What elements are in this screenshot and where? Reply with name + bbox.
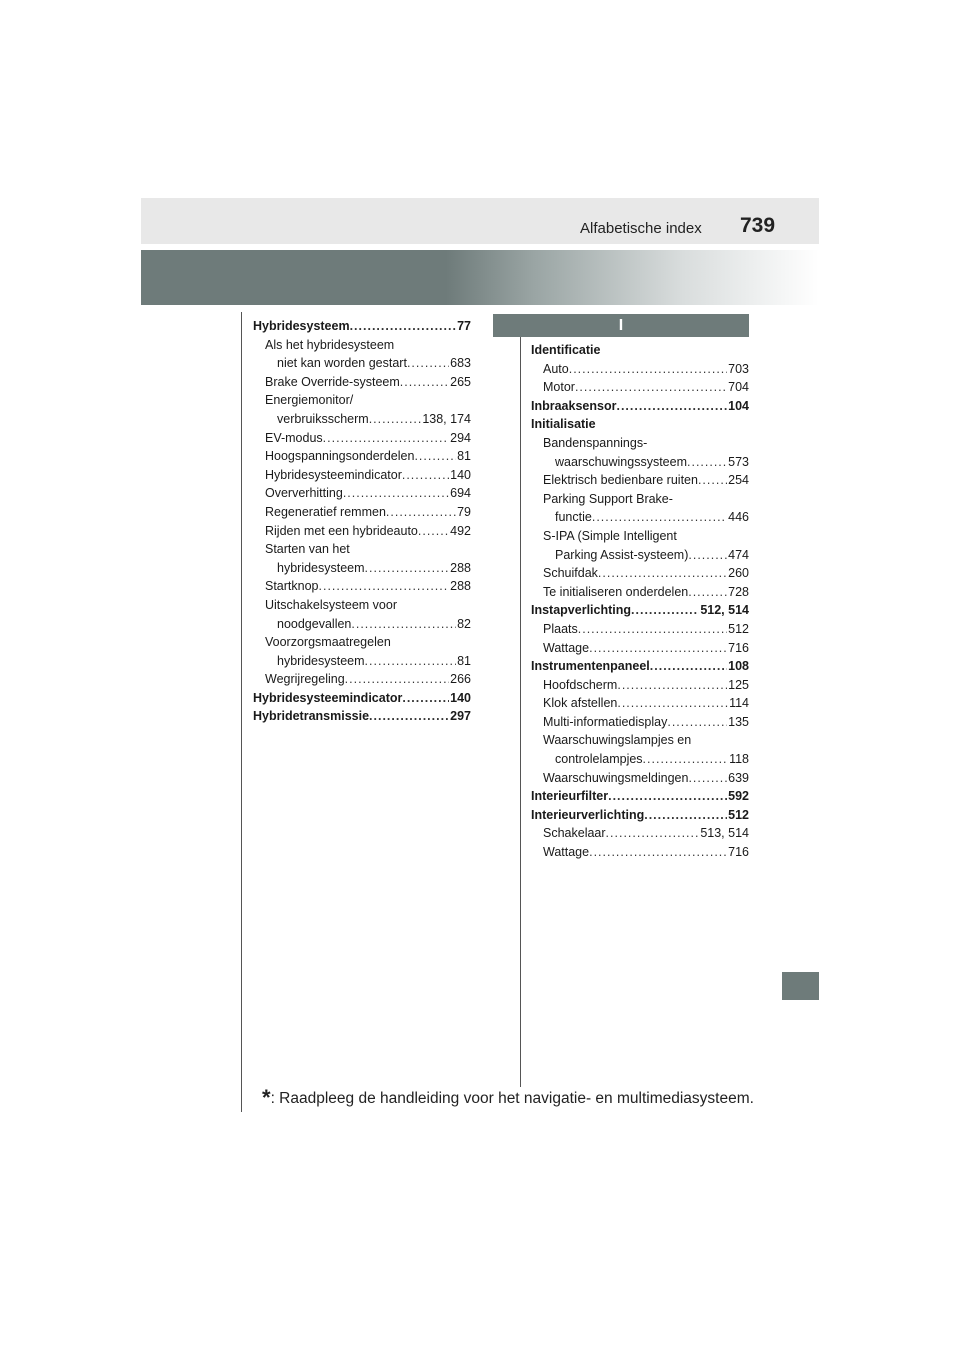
index-entry-term: Waarschuwingsmeldingen bbox=[543, 770, 689, 785]
index-entry-term: Klok afstellen bbox=[543, 696, 618, 711]
index-entry-page: 265 bbox=[450, 374, 471, 389]
index-entry bbox=[531, 378, 749, 397]
dot-leader bbox=[365, 652, 457, 671]
index-entry-term: Parking Assist-systeem) bbox=[555, 547, 689, 562]
index-entry-term: Bandenspannings- bbox=[543, 435, 648, 450]
dot-leader bbox=[386, 503, 456, 522]
index-entry-term: Wattage bbox=[543, 845, 590, 860]
dot-leader bbox=[598, 564, 727, 583]
index-entry-term: Hybridesysteem bbox=[253, 319, 350, 333]
index-entry-page: 288 bbox=[450, 579, 471, 594]
page-title: Alfabetische index bbox=[580, 220, 702, 237]
section-letter-heading: I bbox=[493, 314, 749, 337]
dot-leader bbox=[589, 639, 727, 658]
chapter-banner bbox=[141, 250, 819, 305]
index-entry-term: Brake Override-systeem bbox=[265, 374, 400, 389]
index-column-right bbox=[531, 341, 749, 862]
index-entry bbox=[253, 317, 471, 336]
dot-leader bbox=[402, 689, 449, 708]
index-entry-term: Energiemonitor/ bbox=[265, 393, 354, 408]
index-entry-page: 716 bbox=[728, 845, 749, 860]
dot-leader bbox=[369, 707, 449, 726]
dot-leader bbox=[350, 317, 457, 336]
index-entry-page: 446 bbox=[728, 510, 749, 525]
index-entry-term: Wattage bbox=[543, 640, 590, 655]
index-entry-term: S-IPA (Simple Intelligent bbox=[543, 528, 677, 543]
dot-leader bbox=[617, 694, 728, 713]
index-entry-term: hybridesysteem bbox=[277, 560, 365, 575]
index-entry-page: 294 bbox=[450, 430, 471, 445]
index-entry bbox=[531, 639, 749, 658]
index-entry bbox=[531, 360, 749, 379]
index-entry-page: 77 bbox=[457, 319, 471, 333]
index-entry-term: Hybridesysteemindicator bbox=[265, 467, 402, 482]
index-entry-term: Interieurverlichting bbox=[531, 807, 645, 822]
index-entry-term: Parking Support Brake- bbox=[543, 491, 673, 506]
index-column-left bbox=[253, 317, 471, 726]
index-entry bbox=[253, 466, 471, 485]
index-entry-term: Plaats bbox=[543, 621, 578, 636]
index-entry-page: 135 bbox=[728, 714, 749, 729]
column-divider bbox=[520, 337, 521, 1087]
index-entry-term: Als het hybridesysteem bbox=[265, 337, 395, 352]
dot-leader bbox=[351, 615, 456, 634]
dot-leader bbox=[650, 657, 727, 676]
dot-leader bbox=[687, 453, 727, 472]
index-entry bbox=[531, 657, 749, 676]
index-entry bbox=[531, 564, 749, 583]
index-entry-term: Rijden met een hybrideauto bbox=[265, 523, 418, 538]
index-entry-page: 728 bbox=[728, 584, 749, 599]
index-entry bbox=[531, 806, 749, 825]
index-entry-term: Inbraaksensor bbox=[531, 398, 617, 413]
index-entry-term: Multi-informatiedisplay bbox=[543, 714, 668, 729]
index-entry-page: 114 bbox=[729, 696, 749, 711]
footnote-text: : Raadpleeg de handleiding voor het navigatie- en multimediasysteem. bbox=[270, 1090, 754, 1107]
dot-leader bbox=[698, 471, 727, 490]
dot-leader bbox=[631, 601, 699, 620]
dot-leader bbox=[688, 546, 727, 565]
index-entry-term: Identificatie bbox=[531, 343, 601, 357]
index-entry-term: verbruiksscherm bbox=[277, 411, 369, 426]
index-entry-page: 254 bbox=[728, 473, 749, 488]
index-entry-page: 703 bbox=[728, 361, 749, 376]
index-entry-page: 140 bbox=[450, 690, 471, 705]
index-entry bbox=[253, 670, 471, 689]
left-margin-rule bbox=[241, 312, 242, 1112]
dot-leader bbox=[343, 484, 449, 503]
index-entry bbox=[253, 447, 471, 466]
index-entry bbox=[531, 508, 749, 527]
index-entry-term: Instrumentenpaneel bbox=[531, 659, 650, 674]
index-entry-term: Hybridesysteemindicator bbox=[253, 690, 403, 705]
index-entry bbox=[531, 769, 749, 788]
footnote bbox=[262, 1085, 754, 1111]
index-entry-term: Initialisatie bbox=[531, 417, 596, 432]
dot-leader bbox=[407, 354, 449, 373]
index-entry-page: 125 bbox=[728, 677, 749, 692]
page-number: 739 bbox=[740, 214, 776, 237]
index-entry-term: Wegrijregeling bbox=[265, 672, 345, 687]
index-entry-page: 683 bbox=[450, 356, 471, 371]
index-entry-term: Elektrisch bedienbare ruiten bbox=[543, 473, 698, 488]
dot-leader bbox=[575, 378, 727, 397]
dot-leader bbox=[402, 466, 449, 485]
index-entry bbox=[253, 707, 471, 726]
index-entry bbox=[531, 713, 749, 732]
index-entry-term: Hoogspanningsonderdelen bbox=[265, 449, 415, 464]
index-entry bbox=[253, 652, 471, 671]
dot-leader bbox=[400, 373, 449, 392]
index-entry-term: Te initialiseren onderdelen bbox=[543, 584, 689, 599]
page-header bbox=[141, 198, 819, 244]
dot-leader bbox=[688, 583, 727, 602]
dot-leader bbox=[616, 397, 727, 416]
index-entry-page: 140 bbox=[450, 467, 471, 482]
index-entry-term: Uitschakelsysteem voor bbox=[265, 597, 397, 612]
index-entry bbox=[531, 750, 749, 769]
index-entry bbox=[531, 676, 749, 695]
index-entry bbox=[253, 615, 471, 634]
index-entry-page: 492 bbox=[450, 523, 471, 538]
index-entry bbox=[253, 577, 471, 596]
index-entry-page: 512, 514 bbox=[700, 603, 749, 618]
index-entry-page: 82 bbox=[457, 616, 471, 631]
index-entry bbox=[253, 559, 471, 578]
index-entry-page: 474 bbox=[728, 547, 749, 562]
dot-leader bbox=[667, 713, 727, 732]
index-entry-page: 704 bbox=[728, 380, 749, 395]
index-entry bbox=[531, 471, 749, 490]
index-entry bbox=[253, 410, 471, 429]
index-entry-term: controlelampjes bbox=[555, 752, 643, 767]
dot-leader bbox=[608, 787, 727, 806]
index-entry-page: 104 bbox=[728, 398, 749, 413]
index-entry-page: 288 bbox=[450, 560, 471, 575]
index-entry-term: EV-modus bbox=[265, 430, 323, 445]
dot-leader bbox=[414, 447, 456, 466]
index-entry bbox=[531, 843, 749, 862]
dot-leader bbox=[606, 824, 700, 843]
index-entry-term: Regeneratief remmen bbox=[265, 504, 386, 519]
index-entry bbox=[253, 503, 471, 522]
index-entry-term: Schuifdak bbox=[543, 566, 598, 581]
index-entry-page: 513, 514 bbox=[700, 826, 749, 841]
index-entry-page: 260 bbox=[728, 566, 749, 581]
dot-leader bbox=[643, 750, 729, 769]
index-entry-page: 639 bbox=[728, 770, 749, 785]
index-entry-page: 81 bbox=[457, 653, 471, 668]
footnote-marker: * bbox=[262, 1085, 271, 1110]
index-entry bbox=[253, 689, 471, 708]
dot-leader bbox=[569, 360, 727, 379]
dot-leader bbox=[418, 522, 449, 541]
index-entry bbox=[531, 601, 749, 620]
dot-leader bbox=[365, 559, 450, 578]
index-entry bbox=[531, 397, 749, 416]
index-entry-page: 81 bbox=[457, 449, 471, 464]
dot-leader bbox=[345, 670, 449, 689]
index-entry-term: niet kan worden gestart bbox=[277, 356, 407, 371]
index-entry bbox=[253, 484, 471, 503]
index-entry-term: hybridesysteem bbox=[277, 653, 365, 668]
index-entry-term: waarschuwingssysteem bbox=[555, 454, 687, 469]
index-entry bbox=[253, 429, 471, 448]
index-entry bbox=[531, 824, 749, 843]
index-entry bbox=[531, 583, 749, 602]
dot-leader bbox=[688, 769, 727, 788]
index-entry-page: 592 bbox=[728, 789, 749, 804]
dot-leader bbox=[323, 429, 449, 448]
index-entry bbox=[531, 453, 749, 472]
index-entry-term: Schakelaar bbox=[543, 826, 606, 841]
index-entry-term: functie bbox=[555, 510, 592, 525]
index-entry-term: Oververhitting bbox=[265, 486, 343, 501]
dot-leader bbox=[578, 620, 727, 639]
dot-leader bbox=[369, 410, 422, 429]
index-entry-term: Auto bbox=[543, 361, 569, 376]
index-entry-page: 512 bbox=[728, 621, 749, 636]
index-entry-term: Voorzorgsmaatregelen bbox=[265, 635, 391, 650]
index-entry bbox=[531, 787, 749, 806]
index-entry-term: Hybridetransmissie bbox=[253, 709, 370, 724]
index-entry-term: Hoofdscherm bbox=[543, 677, 618, 692]
index-entry-page: 266 bbox=[450, 672, 471, 687]
dot-leader bbox=[617, 676, 727, 695]
index-entry bbox=[253, 373, 471, 392]
index-entry-term: noodgevallen bbox=[277, 616, 352, 631]
dot-leader bbox=[319, 577, 450, 596]
index-entry-term: Interieurfilter bbox=[531, 789, 609, 804]
index-entry-page: 512 bbox=[728, 807, 749, 822]
index-entry bbox=[531, 620, 749, 639]
index-entry-page: 573 bbox=[728, 454, 749, 469]
index-entry bbox=[253, 354, 471, 373]
index-entry bbox=[531, 694, 749, 713]
index-entry-term: Starten van het bbox=[265, 542, 350, 557]
index-entry-page: 79 bbox=[457, 504, 471, 519]
index-entry-page: 694 bbox=[450, 486, 471, 501]
index-entry bbox=[253, 522, 471, 541]
index-entry-term: Instapverlichting bbox=[531, 603, 632, 618]
index-entry-page: 297 bbox=[450, 709, 471, 724]
index-entry-page: 108 bbox=[728, 659, 749, 674]
dot-leader bbox=[589, 843, 727, 862]
index-entry-term: Startknop bbox=[265, 579, 319, 594]
dot-leader bbox=[644, 806, 727, 825]
chapter-thumb-tab bbox=[782, 972, 819, 1000]
index-entry-page: 118 bbox=[729, 752, 749, 767]
index-entry-term: Motor bbox=[543, 380, 575, 395]
dot-leader bbox=[592, 508, 727, 527]
index-entry-term: Waarschuwingslampjes en bbox=[543, 733, 692, 748]
index-entry-page: 138, 174 bbox=[422, 411, 471, 426]
index-entry bbox=[531, 546, 749, 565]
index-entry-page: 716 bbox=[728, 640, 749, 655]
